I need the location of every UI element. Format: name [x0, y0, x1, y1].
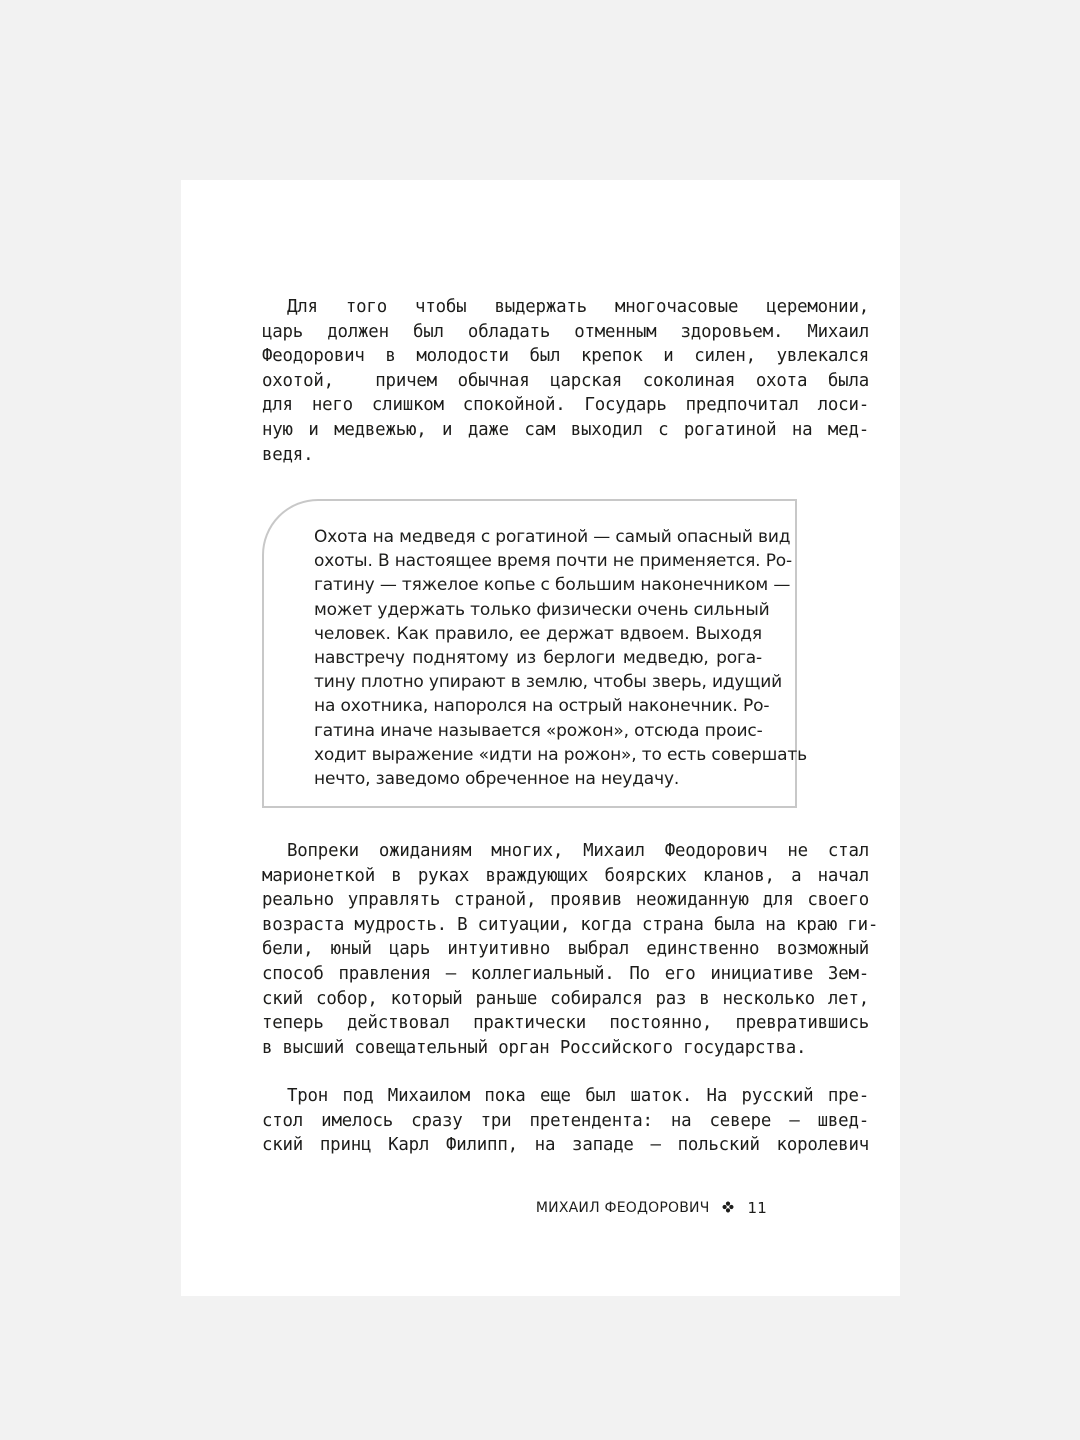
callout-text [314, 525, 807, 791]
callout-box [262, 499, 807, 808]
paragraph-governance [262, 839, 879, 1060]
callout-line: нечто, заведомо обреченное на неудачу. [314, 769, 680, 790]
callout-line: гатина иначе называется «рожон», отсюда проис- [314, 720, 763, 741]
page-footer [536, 1199, 767, 1217]
callout-line: на охотника, напоролся на острый наконечник. Ро- [314, 696, 770, 717]
text-line: в высший совещательный орган Российского государства. [262, 1037, 807, 1058]
text-line: Для того чтобы выдержать многочасовые церемонии, [287, 297, 869, 317]
text-line: Феодорович в молодости был крепок и силен, увлекался [262, 346, 869, 367]
text-line: способ правления — коллегиальный. По его инициативе Зем- [262, 963, 869, 984]
callout-line: навстречу поднятому из берлоги медведю, рога- [314, 648, 762, 669]
text-line: возраста мудрость. В ситуации, когда страна была на краю ги- [262, 914, 879, 935]
text-line: марионеткой в руках враждующих боярских кланов, а начал [262, 865, 869, 886]
text-line: теперь действовал практически постоянно, превратившись [262, 1013, 869, 1034]
text-line: Трон под Михаилом пока еще был шаток. На русский пре- [287, 1086, 869, 1106]
callout-line: может удержать только физически очень сильный [314, 599, 770, 620]
callout-line: Охота на медведя с рогатиной — самый опасный вид [314, 527, 791, 547]
book-page [181, 180, 900, 1296]
paragraph-throne [262, 1084, 869, 1158]
text-line: стол имелось сразу три претендента: на севере — швед- [262, 1110, 869, 1131]
text-line: реально управлять страной, проявив неожиданную для своего [262, 890, 869, 911]
callout-line: тину плотно упирают в землю, чтобы зверь, идущий [314, 672, 783, 693]
running-title: МИХАИЛ ФЕОДОРОВИЧ [535, 1200, 710, 1216]
four-petal-ornament-icon [722, 1201, 734, 1216]
text-line: ную и медвежью, и даже сам выходил с рогатиной на мед- [262, 419, 869, 440]
page-number: 11 [747, 1199, 767, 1217]
text-line: для него слишком спокойной. Государь предпочитал лоси- [262, 395, 869, 416]
callout-line: ходит выражение «идти на рожон», то есть совершать [314, 744, 807, 765]
callout-line: человек. Как правило, ее держат вдвоем. Выходя [314, 623, 762, 644]
callout-line: гатину — тяжелое копье с большим наконечником — [314, 575, 791, 596]
text-line: ведя. [262, 444, 314, 465]
text-line: охотой, причем обычная царская соколиная охота была [262, 370, 869, 391]
text-line: царь должен был обладать отменным здоровьем. Михаил [262, 321, 869, 342]
text-line: ский принц Карл Филипп, на западе — польский королевич [262, 1135, 869, 1156]
text-line: ский собор, который раньше собирался раз в несколько лет, [262, 988, 869, 1009]
callout-line: охоты. В настоящее время почти не применяется. Ро- [314, 551, 793, 572]
paragraph-health [262, 295, 869, 467]
text-line: бели, юный царь интуитивно выбрал единственно возможный [262, 939, 869, 960]
text-line: Вопреки ожиданиям многих, Михаил Феодорович не стал [287, 841, 869, 861]
